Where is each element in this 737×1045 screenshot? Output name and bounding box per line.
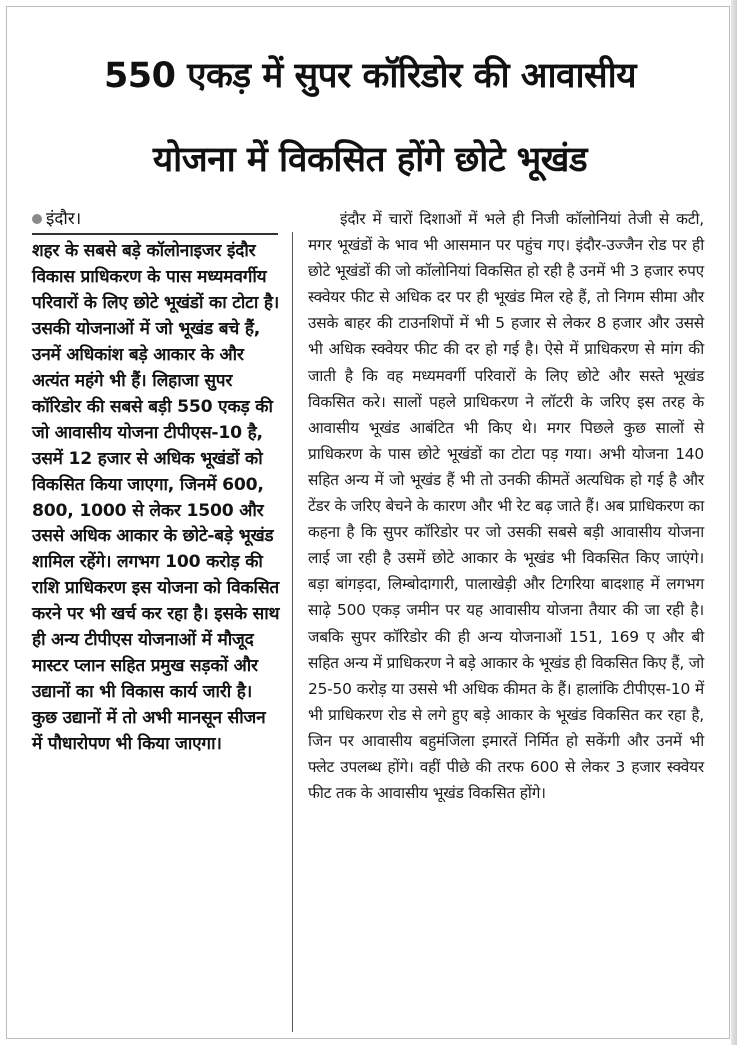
intro-column <box>32 207 280 758</box>
dateline-rule <box>32 233 278 235</box>
headline-line-1: 550 एकड़ में सुपर कॉरिडोर की आवासीय <box>103 56 637 96</box>
dateline-text: इंदौर। <box>46 208 82 229</box>
page-edge-shadow <box>731 0 737 1045</box>
column-divider <box>292 232 293 1032</box>
body-column <box>308 206 704 806</box>
headline <box>20 34 720 202</box>
intro-paragraph: शहर के सबसे बड़े कॉलोनाइजर इंदौर विकास प्राधिकरण के पास मध्यमवर्गीय परिवारों के लिए छोटे भूखंडों का टोटा है। उसकी योजनाओं में जो भूखंड बचे हैं, उनमें अधिकांश बड़े आकार के और अत्यंत महंगे भी हैं। लिहाजा सुपर कॉरिडोर की सबसे बड़ी 550 एकड़ की जो आवासीय योजना टीपीएस-10 है, उसमें 12 हजार से अधिक भूखंडों को विकसित किया जाएगा, जिनमें 600, 800, 1000 से लेकर 1500 और उससे अधिक आकार के छोटे-बड़े भूखंड शामिल रहेंगे। लगभग 100 करोड़ की राशि प्राधिकरण इस योजना को विकसित करने पर भी खर्च कर रहा है। इसके साथ ही अन्य टीपीएस योजनाओं में मौजूद मास्टर प्लान सहित प्रमुख सड़कों और उद्यानों का भी विकास कार्य जारी है। कुछ उद्यानों में तो अभी मानसून सीजन में पौधारोपण भी किया जाएगा। <box>32 241 280 755</box>
headline-line-2: योजना में विकसित होंगे छोटे भूखंड <box>152 140 588 180</box>
dateline <box>32 207 280 231</box>
body-paragraph: इंदौर में चारों दिशाओं में भले ही निजी कॉलोनियां तेजी से कटी, मगर भूखंडों के भाव भी आसमान पर पहुंच गए। इंदौर-उज्जैन रोड पर ही छोटे भूखंडों की जो कॉलोनियां विकसित हो रही है उनमें भी 3 हजार रुपए स्क्वेयर फीट से अधिक दर पर ही भूखंड मिल रहे हैं, तो निगम सीमा और उसके बाहर की टाउनशिपों में भी 5 हजार से लेकर 8 हजार और उससे भी अधिक स्क्वेयर फीट की दर हो गई है। ऐसे में प्राधिकरण से मांग की जाती है कि वह मध्यमवर्गी परिवारों के लिए छोटे और सस्ते भूखंड विकसित करे। सालों पहले प्राधिकरण ने लॉटरी के जरिए इस तरह के आवासीय भूखंड आबंटित भी किए थे। मगर पिछले कुछ सालों से प्राधिकरण के पास छोटे भूखंडों का टोटा पड़ गया। अभी योजना 140 सहित अन्य में जो भूखंड हैं भी तो उनकी कीमतें अत्यधिक हो गई है और टेंडर के जरिए बेचने के कारण और भी रेट बढ़ जाते हैं। अब प्राधिकरण का कहना है कि सुपर कॉरिडोर पर जो उसकी सबसे बड़ी आवासीय योजना लाई जा रही है उसमें छोटे आकार के भूखंड भी विकसित किए जाएंगे। बड़ा बांगड़दा, लिम्बोदागारी, पालाखेड़ी और टिगरिया बादशाह में लगभग साढ़े 500 एकड़ जमीन पर यह आवासीय योजना तैयार की जा रही है। जबकि सुपर कॉरिडोर की ही अन्य योजनाओं 151, 169 ए और बी सहित अन्य में प्राधिकरण ने बड़े आकार के भूखंड ही विकसित किए हैं, जो 25-50 करोड़ या उससे भी अधिक कीमत के हैं। हालांकि टीपीएस-10 में भी प्राधिकरण रोड से लगे हुए बड़े आकार के भूखंड विकसित कर रहा है, जिन पर आवासीय बहुमंजिला इमारतें निर्मित हो सकेंगी और उनमें भी फ्लेट उपलब्ध होंगे। वहीं पीछे की तरफ 600 से लेकर 3 हजार स्क्वेयर फीट तक के आवासीय भूखंड विकसित होंगे। <box>308 210 704 803</box>
bullet-dot-icon <box>32 214 42 224</box>
